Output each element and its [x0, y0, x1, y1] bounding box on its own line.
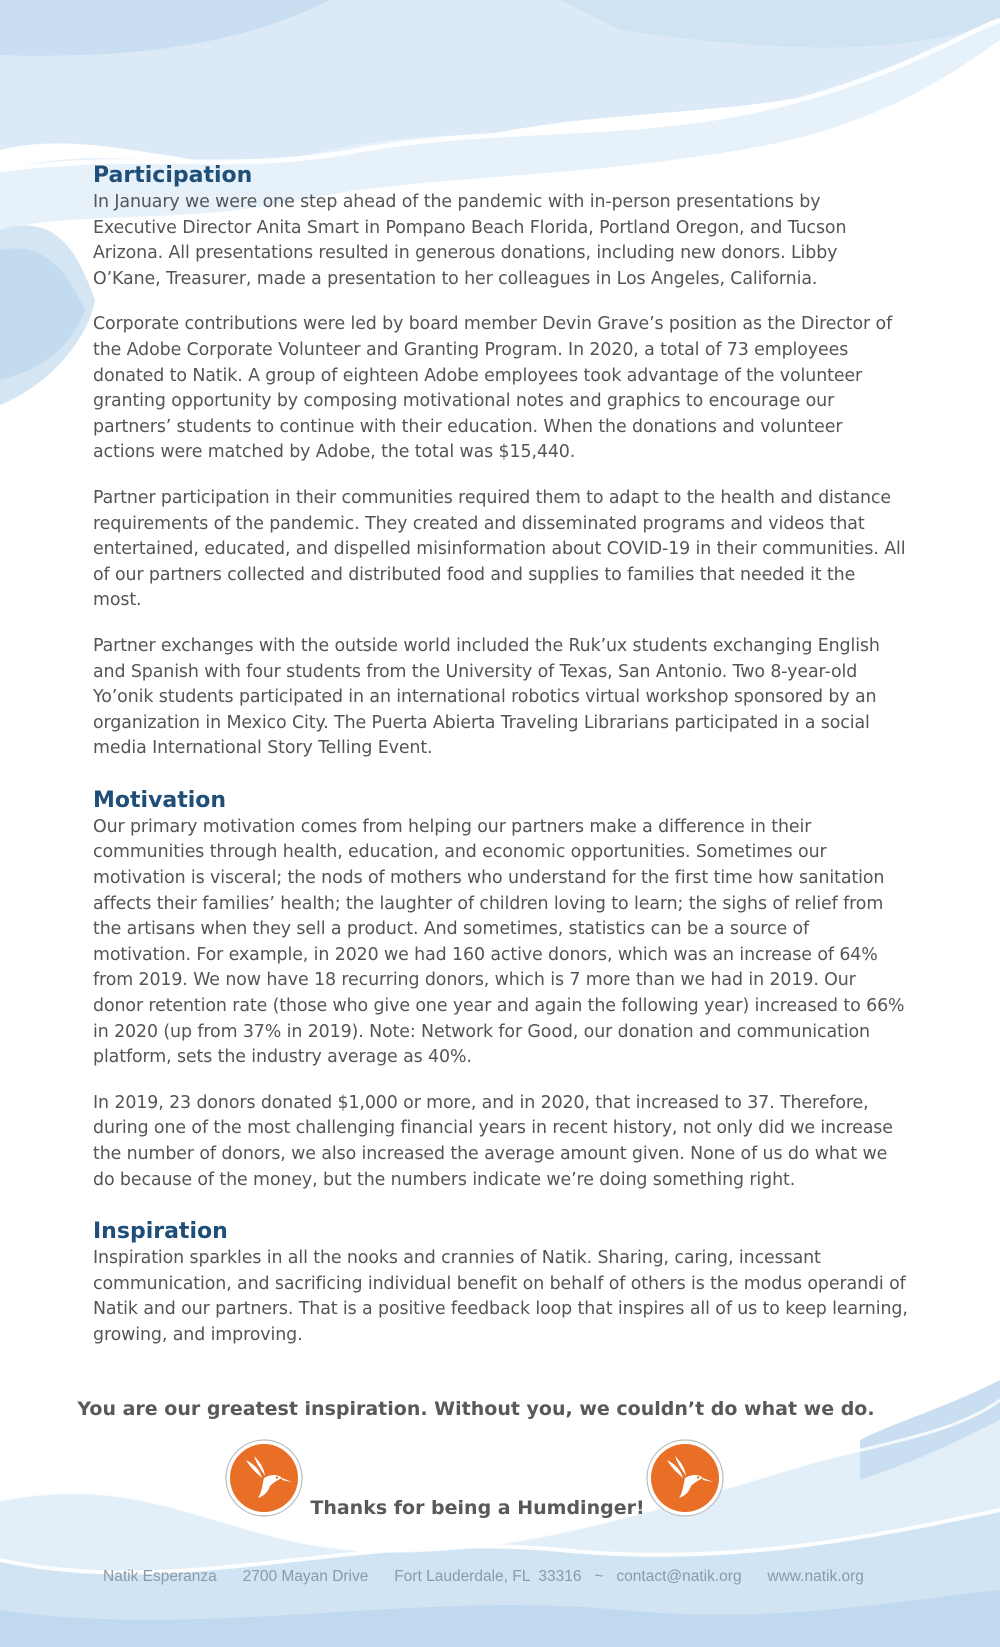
participation-paragraph: Partner exchanges with the outside world included the Ruk’ux students exchanging English and Spanish with four students from the University of Texas, San Antonio. Two 8-year-old Yo’onik students participated in an international robotics virtual workshop sponsored by an organization in Mexico City. The Puerta Abierta Traveling Librarians participated in a social media International Story Telling Event. [93, 635, 880, 759]
footer-email[interactable]: contact@natik.org [616, 1568, 742, 1585]
inspiration-heading: Inspiration [93, 1219, 228, 1245]
footer-website[interactable]: www.natik.org [767, 1568, 864, 1585]
thanks-message: Thanks for being a Humdinger! [310, 1497, 645, 1519]
footer-separator: ~ [594, 1568, 604, 1585]
footer-city: Fort Lauderdale, FL 33316 [394, 1568, 582, 1585]
participation-paragraph: In January we were one step ahead of the pandemic with in-person presentations by Executive Director Anita Smart in Pompano Beach Florida, Portland Oregon, and Tucson Arizona. All presentations resulted in generous donations, including new donors. Libby O’Kane, Treasurer, made a presentation to her colleagues in Los Angeles, California. [93, 192, 847, 289]
footer-contact [103, 1568, 864, 1586]
motivation-heading: Motivation [93, 787, 227, 813]
participation-heading: Participation [93, 163, 253, 188]
motivation-paragraph: In 2019, 23 donors donated $1,000 or more, and in 2020, that increased to 37. Therefore, during one of the most challenging financial years in recent history, not only did we increase the number of donors, we also increased the average amount given. None of us do what we do because of the money, but the numbers indicate we’re doing something right. [93, 1092, 893, 1190]
participation-paragraph: Partner participation in their communities required them to adapt to the health and distance requirements of the pandemic. They created and disseminated programs and videos that entertained, educated, and dispelled misinformation about COVID-19 in their communities. All of our partners collected and distributed food and supplies to families that needed it the most. [93, 487, 906, 611]
footer-org: Natik Esperanza [103, 1568, 217, 1585]
newsletter-content [93, 162, 908, 1369]
motivation-paragraph: Our primary motivation comes from helping our partners make a difference in their communities through health, education, and economic opportunities. Sometimes our motivation is visceral; the nods of mothers who understand for the first time how sanitation affects their families’ health; the laughter of children loving to learn; the sighs of relief from the artisans when they sell a product. And sometimes, statistics can be a source of motivation. For example, in 2020 we had 160 active donors, which was an increase of 64% from 2019. We now have 18 recurring donors, which is 7 more than we had in 2019. Our donor retention rate (those who give one year and again the following year) increased to 66% in 2020 (up from 37% in 2019). Note: Network for Good, our donation and communication platform, sets the industry average as 40%. [93, 816, 905, 1068]
closing-tagline: You are our greatest inspiration. Without you, we couldn’t do what we do. [77, 1398, 875, 1420]
participation-paragraph: Corporate contributions were led by board member Devin Grave’s position as the Director of the Adobe Corporate Volunteer and Granting Program. In 2020, a total of 73 employees donated to Natik. A group of eighteen Adobe employees took advantage of the volunteer granting opportunity by composing motivational notes and graphics to encourage our partners’ students to continue with their education. When the donations and volunteer actions were matched by Adobe, the total was $15,440. [93, 314, 893, 463]
inspiration-paragraph: Inspiration sparkles in all the nooks and crannies of Natik. Sharing, caring, incessant communication, and sacrificing individual benefit on behalf of others is the modus operandi of Natik and our partners. That is a positive feedback loop that inspires all of us to keep learning, growing, and improving. [93, 1248, 908, 1345]
footer-street: 2700 Mayan Drive [242, 1568, 369, 1585]
